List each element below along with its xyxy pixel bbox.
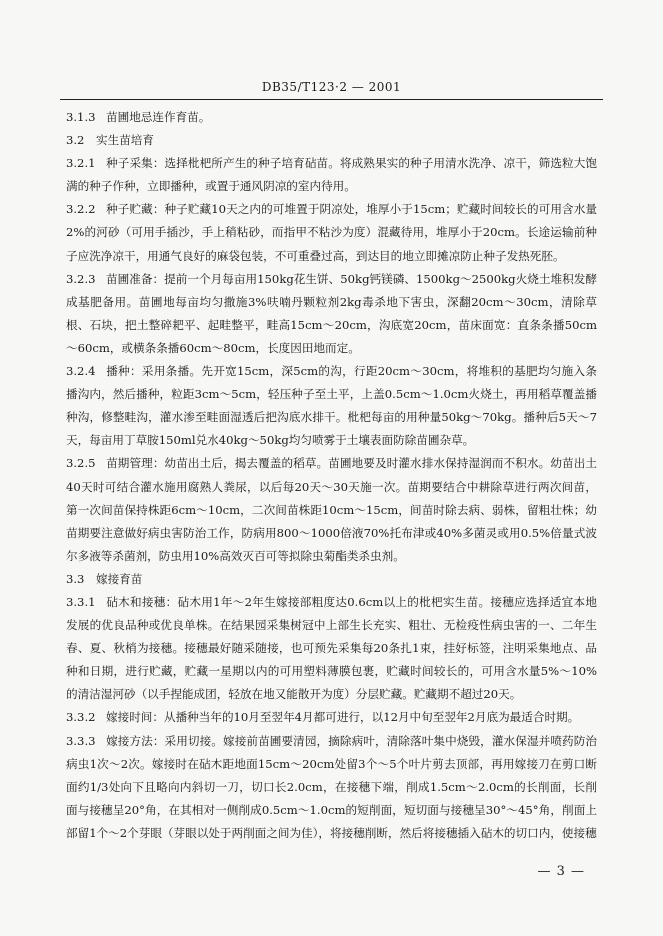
clause-number: 3.2.1 — [66, 156, 96, 171]
header-rule — [60, 99, 603, 100]
section-number: 3.2 — [66, 133, 85, 148]
clause-3-2-2 — [66, 198, 597, 267]
page-number: — 3 — — [537, 864, 585, 879]
clause-text: 砧木和接穗：砧木用1年～2年生嫁接部粗度达0.6cm以上的枇杷实生苗。接穗应选择适宜本地发展的优良品种或优良单株。在结果园采集树冠中上部生长充实、粗壮、无检疫性病虫害的一、二年生春、夏、秋梢为接穗。接穗最好随采随接，也可预先采集每20条扎1束，挂好标签，注明采集地点、品种和日期，进行贮藏，贮藏一星期以内的可用塑料薄膜包裹，贮藏时间较长的，可用含水量5%～10%的清洁湿河砂（以手捏能成团，轻放在地又能散开为度）分层贮藏。贮藏期不超过20天。 — [66, 594, 597, 702]
clause-number: 3.2.3 — [66, 271, 96, 286]
clause-text: 播种：采用条播。先开宽15cm，深5cm的沟，行距20cm～30cm，将堆积的基肥均匀施入条播沟内，然后播种，粒距3cm～5cm，轻压种子至土平，上盖0.5cm～1.0cm火烧土，再用稻草覆盖播种沟，修整畦沟，灌水渗至畦面湿透后把沟底水排干。枇杷每亩的用种量50kg～70kg。播种后5天～7天，每亩用丁草胺150ml兑水40kg～50kg均匀喷雾于土壤表面防除苗圃杂草。 — [66, 364, 597, 448]
clause-text: 苗圃地忌连作育苗。 — [106, 110, 211, 124]
section-title: 嫁接育苗 — [96, 571, 143, 586]
clause-text: 苗圃准备：提前一个月每亩用150kg花生饼、50kg钙镁磷、1500kg～2500kg火烧土堆积发酵成基肥备用。苗圃地每亩均匀撒施3%呋喃丹颗粒剂2kg毒杀地下害虫，深翻20cm～30cm，清除草根、石块，把土整碎耙平、起畦整平，畦高15cm～20cm，沟底宽20cm，苗床面宽：直条条播50cm～60cm，或横条条播60cm～80cm，长度因田地而定。 — [66, 271, 597, 355]
clause-3-2-4 — [66, 360, 597, 452]
clause-number: 3.1.3 — [66, 110, 96, 124]
clause-text: 苗期管理：幼苗出土后，揭去覆盖的稻草。苗圃地要及时灌水排水保持湿润而不积水。幼苗出土40天时可结合灌水施用腐熟人粪尿，以后每20天～30天施一次。苗期要结合中耕除草进行两次间苗，第一次间苗保持株距6cm～10cm，二次间苗株距10cm～15cm，间苗时除去病、弱株，留粗壮株；幼苗期要注意做好病虫害防治工作，防病用800～1000倍液70%托布津或40%多菌灵或用0.5%倍量式波尔多液等杀菌剂，防虫用10%高效灭百可等拟除虫菊酯类杀虫剂。 — [66, 456, 597, 563]
clause-3-2-3 — [66, 268, 597, 360]
section-title: 实生苗培育 — [96, 133, 154, 148]
standard-code-header: DB35/T123·2 — 2001 — [261, 80, 402, 94]
clause-number: 3.2.4 — [66, 364, 96, 379]
section-3-3-heading — [66, 568, 597, 591]
clause-text: 种子采集：选择枇杷所产生的种子培育砧苗。将成熟果实的种子用清水洗净、凉干，筛选粒大饱满的种子作种，立即播种，或置于通风阴凉的室内待用。 — [66, 156, 597, 194]
clause-number: 3.3.3 — [66, 733, 96, 748]
clause-3-3-3 — [66, 730, 597, 845]
clause-number: 3.2.5 — [66, 456, 96, 471]
clause-3-3-1 — [66, 591, 597, 706]
section-3-2-heading — [66, 129, 597, 152]
clause-3-3-2 — [66, 706, 597, 729]
clause-text: 嫁接时间：从播种当年的10月至翌年4月都可进行，以12月中旬至翌年2月底为最适合时期。 — [106, 710, 580, 725]
clause-text: 嫁接方法：采用切接。嫁接前苗圃要清园，摘除病叶，清除落叶集中烧毁，灌水保湿并喷药防治病虫1次～2次。嫁接时在砧木距地面15cm～20cm处留3个～5个叶片剪去顶部，再用嫁接刀在剪口断面约1/3处向下且略向内斜切一刀，切口长2.0cm，在接穗下端，削成1.5cm～2.0cm的长削面，长削面与接穗呈20°角，在其相对一侧削成0.5cm～1.0cm的短削面，短切面与接穗呈30°～45°角，削面上部留1个～2个芽眼（芽眼以处于两削面之间为佳），将接穗削断，然后将接穗插入砧木的切口内，使接穗 — [66, 733, 597, 840]
clause-3-1-3 — [66, 106, 597, 129]
section-number: 3.3 — [66, 571, 85, 586]
clause-number: 3.3.2 — [66, 710, 96, 725]
clause-number: 3.3.1 — [66, 594, 96, 609]
clause-3-2-5 — [66, 452, 597, 567]
clause-3-2-1 — [66, 152, 597, 198]
body-text — [66, 106, 597, 845]
clause-text: 种子贮藏：种子贮藏10天之内的可堆置于阴凉处，堆厚小于15cm；贮藏时间较长的可用含水量2%的河砂（可用手插沙，手上稍粘砂，而指甲不粘沙为度）混藏待用，堆厚小于20cm。长途运输前种子应洗净凉干，用通气良好的麻袋包装，不可重叠过高，到达目的地立即摊凉防止种子发热死胚。 — [66, 202, 597, 263]
clause-number: 3.2.2 — [66, 202, 96, 217]
